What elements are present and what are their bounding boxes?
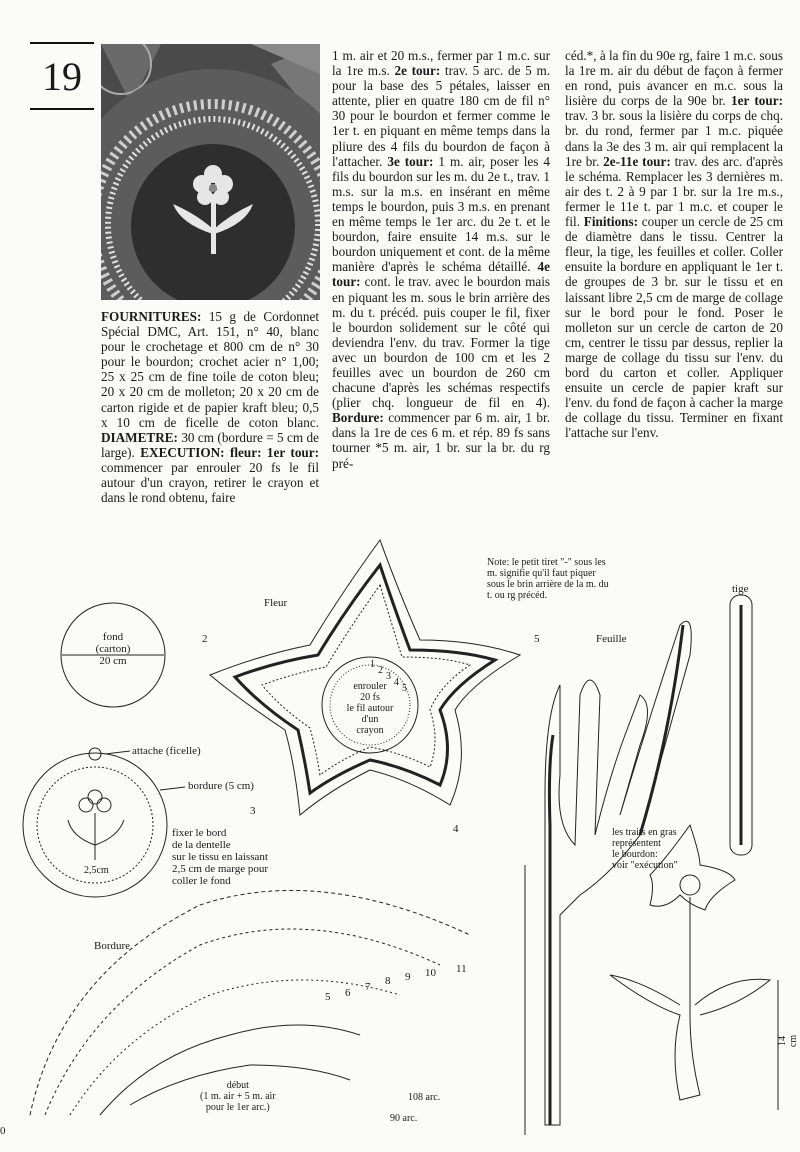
round-num-1: 1 — [370, 659, 375, 670]
traits-line-4: voir "exécution" — [612, 860, 678, 871]
diametre-text: 30 cm (bordure = 5 cm de large). — [101, 429, 319, 460]
diagram-drawing — [0, 535, 800, 1152]
col3-text-1: céd.*, à la fin du 90e rg, faire 1 m.c. sous la 1re m. air du début de façon à fermer en rond, puis avancer en m.c. sous la lisière du corps de la 90e br. — [565, 48, 783, 109]
enrouler-line-4: d'un — [361, 714, 379, 725]
label-tige: tige — [732, 583, 749, 595]
enrouler-line-1: enrouler — [353, 681, 387, 692]
photo-lace-flower — [101, 44, 320, 300]
fixer-line-3: sur le tissu en laissant — [172, 851, 268, 863]
fixer-line-1: fixer le bord — [172, 827, 227, 839]
label-debut — [200, 1080, 276, 1113]
traits-line-1: les traits en gras — [612, 827, 677, 838]
label-14cm: 14 cm — [777, 1034, 799, 1048]
col2-text-3: 1 m. air, poser les 4 fils du bourdon sur les m. du 2e t., trav. 1 m.s. sur la m.s. en insérant en même temps le bourdon, puis 3 m.s. en prenant en même temps le 1er arc. du 2e t. et le bourdon, faire ensuite 14 m.s. sur le bourdon uniquement et cont. de la même manière d'après le schéma détaillé. — [332, 153, 550, 275]
bordure-row-6: 6 — [345, 987, 351, 999]
fond-line-2: (carton) — [95, 643, 131, 655]
enrouler-line-3: le fil autour — [346, 703, 394, 714]
fixer-line-5: coller le fond — [172, 875, 231, 887]
tour-3-label: 3e tour: — [387, 153, 434, 169]
bordure-row-10: 10 — [425, 967, 436, 979]
bordure-label: Bordure: — [332, 410, 384, 426]
fixer-line-4: 2,5 cm de marge pour — [172, 863, 269, 875]
column-3 — [565, 48, 783, 440]
label-108-arc: 108 arc. — [408, 1092, 441, 1103]
enrouler-line-5: crayon — [356, 725, 384, 736]
page-number: 0 — [0, 1125, 6, 1137]
col3-text-3: trav. des arc. d'après le schéma. Remplacer les 3 dernières m. air des t. 2 à 9 par 1 br. sur la 1re m.s., fermer le 11e t. par 1 m.c. et couper le fil. — [565, 153, 783, 230]
col3-text-2: trav. 3 br. sous la lisière du corps de chq. br. du rond, fermer par 1 m.c. piquée dans la 3e des 3 m. air qui remplacent la 1re br. — [565, 108, 783, 169]
petal-num-3: 3 — [250, 805, 256, 817]
note-line-2: m. signifie qu'il faut piquer — [487, 568, 596, 579]
debut-line-3: pour le 1er arc.) — [205, 1102, 270, 1113]
execution-label: EXECUTION: fleur: 1er tour: — [140, 444, 319, 460]
label-feuille: Feuille — [596, 633, 627, 645]
petal-num-4: 4 — [453, 823, 459, 835]
label-attache: attache (ficelle) — [132, 745, 201, 757]
label-2-5cm: 2,5cm — [84, 865, 109, 876]
note-line-1: Note: le petit tiret "-" sous les — [487, 557, 606, 568]
label-bordure: Bordure — [94, 940, 131, 952]
note-line-3: sous le brin arrière de la m. du — [487, 579, 609, 590]
label-fond — [90, 631, 136, 667]
round-num-5: 5 — [402, 683, 407, 694]
col3-text-4: couper un cercle de 25 cm de diamètre dans le tissu. Centrer la fleur, la tige, les feuilles et coller. Coller ensuite la bordure en appliquant le 1er t. de groupes de 3 br. sur le tissu et en laissant libre 2,5 cm de marge de collage sur le bord pour le fond. Poser le molleton sur un cercle de carton de 20 cm, centrer le tissu par dessus, replier la marge de collage du tissu sur l'env. du bord du carton et coller. Appliquer ensuite un cercle de papier kraft sur l'env. du fond de façon à cacher la marge de collage du tissu. Terminer en fixant l'attache sur l'env. — [565, 214, 783, 441]
leaf-outline — [545, 621, 691, 1125]
col2-text-5: commencer par 6 m. air, 1 br. dans la 1re de ces 6 m. et rép. 89 fs sans tourner *5 m. air, 1 br. sur la br. du rg pré- — [332, 410, 550, 471]
round-num-2: 2 — [378, 665, 383, 676]
pattern-number: 19 — [30, 42, 94, 110]
fixer-line-2: de la dentelle — [172, 839, 231, 851]
tour-2-11-label: 2e-11e tour: — [603, 153, 671, 169]
fond-line-3: 20 cm — [99, 655, 127, 667]
tour-4-label: 4e tour: — [332, 259, 550, 290]
col2-text-1: 1 m. air et 20 m.s., fermer par 1 m.c. sur la 1re m.s. — [332, 48, 550, 79]
diametre-label: DIAMETRE: — [101, 429, 178, 445]
flower-outline — [210, 540, 520, 815]
traits-line-2: représentent — [612, 838, 661, 849]
label-enrouler — [345, 681, 395, 736]
bordure-row-9: 9 — [405, 971, 411, 983]
col2-text-2: trav. 5 arc. de 5 m. pour la base des 5 pétales, laisser en attente, plier en quatre 180 cm de fil n° 30 pour le bourdon et fermer comme le 1er t. en piquant en même temps dans la pliure des 4 fils du bourdon de façon à l'attacher. — [332, 63, 551, 169]
label-bordure-5cm: bordure (5 cm) — [188, 780, 254, 792]
round-num-3: 3 — [386, 671, 391, 682]
tour-1-label: 1er tour: — [731, 93, 783, 109]
note-line-4: t. ou rg précéd. — [487, 590, 548, 601]
execution-text: commencer par enrouler 20 fs le fil autour d'un crayon, retirer le crayon et dans le rond obtenu, faire — [101, 459, 319, 506]
label-fixer — [172, 827, 268, 887]
bordure-row-8: 8 — [385, 975, 391, 987]
diagram-area — [0, 535, 800, 1152]
product-photo — [101, 44, 320, 300]
fournitures-text: 15 g de Cordonnet Spécial DMC, Art. 151, n° 40, blanc pour le crochetage et 800 cm de n° 30 pour le bourdon; crochet acier n° 1,00; 25 x 25 cm de fine toile de coton bleu; 20 x 20 cm de molleton; 20 x 20 cm de carton rigide et de papier kraft bleu; 0,5 x 10 cm de ficelle de coton blanc. — [101, 309, 319, 430]
label-90-arc: 90 arc. — [390, 1113, 418, 1124]
debut-line-2: (1 m. air + 5 m. air — [200, 1091, 276, 1102]
column-1 — [101, 309, 319, 505]
fond-line-1: fond — [102, 631, 124, 643]
bordure-row-11: 11 — [456, 963, 467, 975]
traits-line-3: le bourdon: — [612, 849, 658, 860]
bordure-row-7: 7 — [365, 981, 371, 993]
label-note — [487, 557, 609, 601]
round-num-4: 4 — [394, 677, 399, 688]
col2-text-4: cont. le trav. avec le bourdon mais en piquant les m. sous le brin arrière des m. du t. précéd. puis couper le fil, fixer le bourdon solidement sur le côté qui deviendra l'env. du trav. Former la tige avec un bourdon de 100 cm et les 2 feuilles avec un bourdon de 260 cm chacune d'après les schémas respectifs (plier chq. longueur de fil en 4). — [332, 274, 550, 411]
petal-num-5: 5 — [534, 633, 540, 645]
finitions-label: Finitions: — [583, 214, 639, 230]
column-2 — [332, 48, 550, 471]
tour-2-label: 2e tour: — [394, 63, 441, 79]
fournitures-label: FOURNITURES: — [101, 309, 202, 324]
label-traits — [612, 827, 678, 871]
label-fleur: Fleur — [264, 597, 288, 609]
debut-line-1: début — [226, 1080, 249, 1091]
petal-num-2: 2 — [202, 633, 208, 645]
bordure-row-5: 5 — [325, 991, 331, 1003]
enrouler-line-2: 20 fs — [360, 692, 380, 703]
